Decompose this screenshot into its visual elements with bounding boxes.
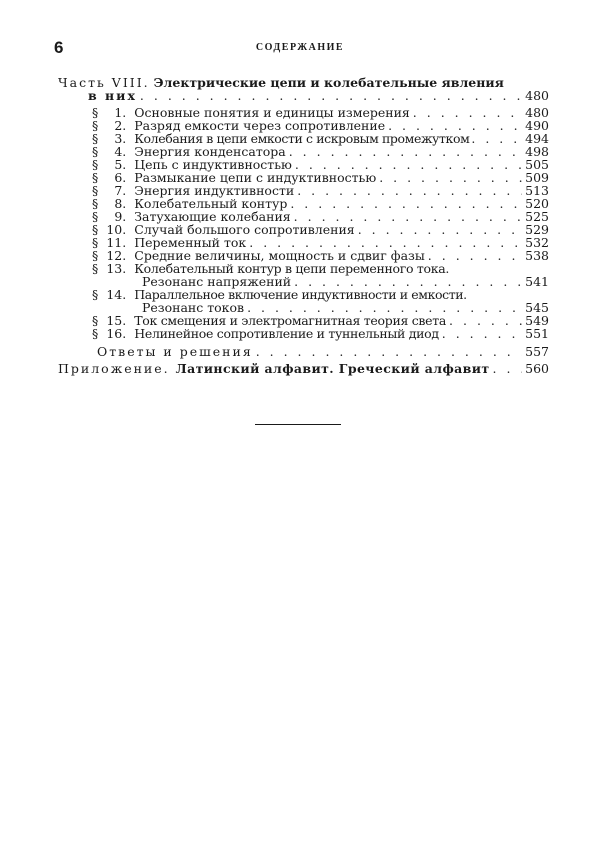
toc-page-number: 538	[525, 248, 549, 263]
toc-page-number: 557	[525, 344, 549, 359]
toc-page-number: 541	[525, 274, 549, 289]
section-title: Колебательный контур	[134, 196, 288, 211]
leader-dots	[493, 362, 523, 376]
leader-dots	[413, 106, 522, 120]
toc-appendix[interactable]	[58, 362, 549, 376]
section-title: Разряд емкости через сопротивление	[134, 118, 386, 133]
section-title: Колебания в цепи емкости с искровым промежутком	[134, 131, 470, 146]
leader-dots	[256, 345, 522, 359]
section-number: 16.	[106, 326, 127, 341]
section-number: 14.	[106, 287, 127, 302]
end-rule	[255, 424, 341, 425]
toc-page-number: 494	[525, 131, 549, 146]
section-title: Размыкание цепи с индуктивностью	[134, 170, 377, 185]
section-number: 2.	[114, 118, 127, 133]
section-title: Ток смещения и электромагнитная теория света	[134, 313, 447, 328]
section-title: Цепь с индуктивностью	[134, 157, 292, 172]
section-number: 1.	[114, 105, 127, 120]
section-mark: §	[92, 235, 99, 250]
leader-dots	[290, 197, 522, 211]
section-number: 10.	[106, 222, 127, 237]
section-number: 11.	[106, 235, 127, 250]
section-number: 7.	[114, 183, 127, 198]
section-number: 5.	[114, 157, 127, 172]
section-mark: §	[92, 222, 99, 237]
section-mark: §	[92, 287, 99, 302]
part-title-cont: в них	[88, 88, 137, 103]
section-mark: §	[92, 326, 99, 341]
toc-part-heading-cont[interactable]	[88, 89, 549, 103]
section-number: 8.	[114, 196, 127, 211]
toc-page-number: 509	[525, 170, 549, 185]
toc-page-number: 551	[525, 326, 549, 341]
toc-page-number: 513	[525, 183, 549, 198]
toc-page-number: 525	[525, 209, 549, 224]
leader-dots	[379, 171, 522, 185]
leader-dots	[140, 89, 522, 103]
section-mark: §	[92, 118, 99, 133]
section-mark: §	[92, 183, 99, 198]
toc-page-number: 560	[525, 361, 549, 376]
section-mark: §	[92, 261, 99, 276]
section-number: 9.	[114, 209, 127, 224]
section-title: Колебательный контур в цепи переменного тока.	[134, 261, 450, 276]
leader-dots	[471, 132, 523, 146]
toc-page-number: 520	[525, 196, 549, 211]
toc-page-number: 549	[525, 313, 549, 328]
running-title: СОДЕРЖАНИЕ	[255, 42, 345, 53]
section-mark: §	[92, 170, 99, 185]
leader-dots	[358, 223, 522, 237]
section-title: Нелинейное сопротивление и туннельный диод	[134, 326, 439, 341]
section-mark: §	[92, 248, 99, 263]
toc-page-number: 480	[525, 88, 549, 103]
section-number: 13.	[106, 261, 127, 276]
section-number: 3.	[114, 131, 127, 146]
section-title: Энергия конденсатора	[134, 144, 286, 159]
section-title: Параллельное включение индуктивности и емкости.	[134, 287, 467, 302]
leader-dots	[449, 314, 522, 328]
section-number: 15.	[106, 313, 127, 328]
toc-page-number: 490	[525, 118, 549, 133]
leader-dots	[289, 145, 522, 159]
section-number: 12.	[106, 248, 127, 263]
section-mark: §	[92, 105, 99, 120]
toc-answers[interactable]	[97, 345, 549, 359]
toc-page-number: 480	[525, 105, 549, 120]
section-title: Энергия индуктивности	[134, 183, 295, 198]
section-mark: §	[92, 313, 99, 328]
section-mark: §	[92, 157, 99, 172]
toc-entry[interactable]	[92, 327, 549, 341]
appendix-label: Приложение.	[58, 361, 170, 376]
section-title: Случай большого сопротивления	[134, 222, 355, 237]
answers-title: Ответы и решения	[97, 344, 253, 359]
page-number: 6	[54, 38, 64, 57]
section-number: 6.	[114, 170, 127, 185]
section-mark: §	[92, 144, 99, 159]
section-mark: §	[92, 131, 99, 146]
part-label: Часть VIII.	[58, 75, 150, 90]
section-mark: §	[92, 196, 99, 211]
section-number: 4.	[114, 144, 127, 159]
toc-page-number: 529	[525, 222, 549, 237]
section-title: Затухающие колебания	[134, 209, 291, 224]
section-title: Основные понятия и единицы измерения	[134, 105, 410, 120]
toc-page-number: 498	[525, 144, 549, 159]
appendix-title: Латинский алфавит. Греческий алфавит	[175, 361, 490, 376]
leader-dots	[442, 327, 522, 341]
toc-page-number: 505	[525, 157, 549, 172]
section-title: Переменный ток	[134, 235, 247, 250]
toc-page-number: 532	[525, 235, 549, 250]
section-mark: §	[92, 209, 99, 224]
section-title: Средние величины, мощность и сдвиг фазы	[134, 248, 425, 263]
section-title-cont: Резонанс токов	[142, 300, 245, 315]
leader-dots	[297, 184, 522, 198]
toc-page-number: 545	[525, 300, 549, 315]
part-title: Электрические цепи и колебательные явления	[153, 75, 504, 90]
section-title-cont: Резонанс напряжений	[142, 274, 292, 289]
